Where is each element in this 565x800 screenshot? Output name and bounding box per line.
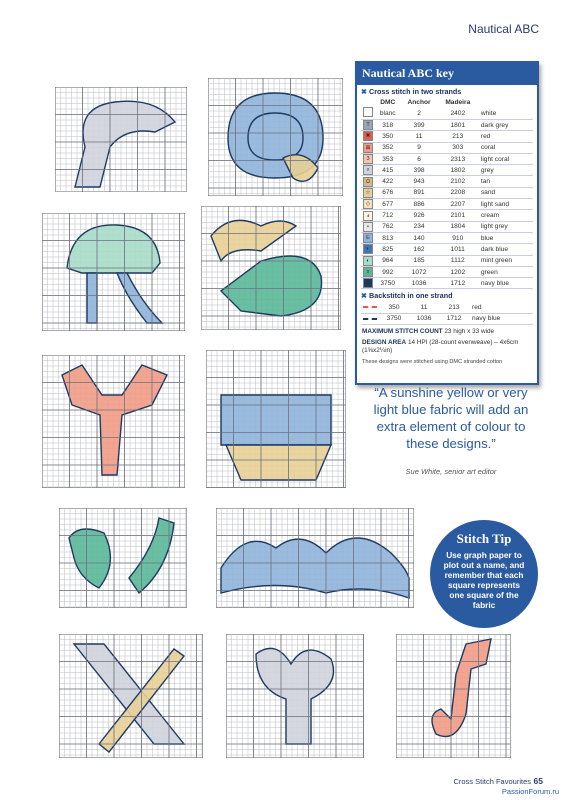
thread-symbol: ■ (363, 278, 373, 288)
watermark: PassionForum.ru (501, 787, 559, 796)
dmc-value: 3750 (379, 313, 409, 324)
colour-name: blue (478, 232, 533, 243)
anchor-value: 943 (400, 176, 437, 187)
chart-ship-u (206, 350, 346, 488)
page-title: Nautical ABC (468, 22, 539, 36)
madeira-value: 1712 (438, 278, 478, 289)
colour-name: white (478, 107, 533, 120)
thread-symbol: 3 (363, 154, 373, 164)
colour-name: dark grey (478, 120, 533, 131)
madeira-value: 2207 (438, 199, 478, 210)
key-row (361, 131, 533, 142)
thread-symbol: ⌕ (363, 165, 373, 175)
dmc-value: 3750 (375, 278, 400, 289)
dmc-value: 415 (375, 165, 400, 176)
dmc-value: 762 (375, 221, 400, 232)
col-anchor: Anchor (407, 99, 431, 106)
thread-symbol: ✖ (363, 131, 373, 141)
anchor-value: 140 (400, 232, 437, 243)
key-row (361, 165, 533, 176)
backstitch-heading: ✖ Backstitch in one strand (361, 291, 453, 301)
thread-symbol: ⅎ (363, 211, 373, 221)
tip-body: Use graph paper to plot out a name, and remember that each square represents one square of the fabric (443, 550, 525, 610)
madeira-value: 2402 (438, 107, 478, 120)
key-note: These designs were stitched using DMC stranded cotton (362, 359, 503, 366)
madeira-value: 1011 (438, 244, 478, 255)
anchor-value: 234 (400, 221, 437, 232)
dmc-value: 677 (375, 199, 400, 210)
chart-seahorse-z (396, 634, 511, 758)
col-dmc: DMC (380, 99, 396, 106)
madeira-value: 303 (438, 142, 478, 153)
dmc-value: 318 (375, 120, 400, 131)
thread-symbol: ⊠ (363, 143, 373, 153)
chart-lobster-t (42, 355, 185, 488)
dmc-value: 964 (375, 255, 400, 266)
anchor-value: 1072 (400, 266, 437, 277)
thread-symbol: ◐ (363, 244, 373, 254)
cross-icon: ✖ (361, 291, 368, 301)
key-row (361, 244, 533, 255)
dmc-value: 676 (375, 187, 400, 198)
thread-symbol: E (363, 233, 373, 243)
backstitch-table (361, 302, 533, 325)
page-number: 65 (533, 776, 543, 786)
madeira-value: 213 (438, 131, 478, 142)
madeira-value: 2208 (438, 187, 478, 198)
colour-name: dark blue (478, 244, 533, 255)
colour-name: light grey (478, 221, 533, 232)
key-row (361, 266, 533, 277)
quote-credit: Sue White, senior art editor (405, 467, 497, 476)
anchor-value: 398 (400, 165, 437, 176)
key-row (361, 232, 533, 243)
madeira-value: 213 (439, 302, 469, 313)
thread-symbol: Ω (363, 177, 373, 187)
dmc-value: 813 (375, 232, 400, 243)
madeira-value: 910 (438, 232, 478, 243)
madeira-value: 1802 (438, 165, 478, 176)
tip-title: Stitch Tip (456, 531, 512, 546)
thread-symbol: ◇ (363, 199, 373, 209)
thread-symbol: ◐ (363, 256, 373, 266)
backstitch-line (363, 306, 377, 308)
anchor-value: 399 (400, 120, 437, 131)
anchor-value: 6 (400, 153, 437, 164)
dmc-value: 350 (375, 131, 400, 142)
colour-name: cream (478, 210, 533, 221)
key-row (361, 142, 533, 153)
chart-dolphin-p (55, 87, 187, 192)
backstitch-row (361, 313, 533, 324)
madeira-value: 2313 (438, 153, 478, 164)
dmc-value: 992 (375, 266, 400, 277)
key-row (361, 199, 533, 210)
colour-name: red (469, 302, 533, 313)
colour-name: green (478, 266, 533, 277)
dmc-value: 422 (375, 176, 400, 187)
colour-name: red (478, 131, 533, 142)
pull-quote: “A sunshine yellow or very light blue fabric will add an extra element of colour to these designs.” (373, 385, 529, 451)
colour-name: light coral (478, 153, 533, 164)
chart-jellyfish-r (42, 213, 185, 331)
anchor-value: 1036 (409, 313, 439, 324)
dmc-value: 825 (375, 244, 400, 255)
colour-name: tan (478, 176, 533, 187)
madeira-value: 1112 (438, 255, 478, 266)
colour-name: navy blue (478, 278, 533, 289)
colour-name: mint green (478, 255, 533, 266)
madeira-value: 2101 (438, 210, 478, 221)
key-row (361, 255, 533, 266)
cross-stitch-heading: ✖ Cross stitch in two strands (361, 87, 462, 96)
colour-name: navy blue (469, 313, 533, 324)
anchor-value: 185 (400, 255, 437, 266)
anchor-value: 9 (400, 142, 437, 153)
key-row (361, 107, 533, 120)
chart-mermaid-s (201, 206, 341, 330)
key-row (361, 176, 533, 187)
anchor-value: 11 (400, 131, 437, 142)
key-row (361, 210, 533, 221)
madeira-value: 1801 (438, 120, 478, 131)
design-area: DESIGN AREA 14 HPI (28-count evenweave) – 4x6cm (1⅝x2¼in) (362, 339, 519, 355)
key-header-row (361, 98, 533, 107)
key-title: Nautical ABC key (357, 63, 537, 85)
col-madeira: Madeira (445, 99, 471, 106)
chart-ring-q (208, 78, 343, 196)
thread-symbol: s (363, 267, 373, 277)
key-row (361, 278, 533, 289)
dmc-value: 350 (379, 302, 409, 313)
dmc-value: 352 (375, 142, 400, 153)
madeira-value: 1712 (439, 313, 469, 324)
colour-name: light sand (478, 199, 533, 210)
anchor-value: 162 (400, 244, 437, 255)
chart-oar-x (59, 634, 203, 758)
anchor-value: 11 (409, 302, 439, 313)
colour-name: coral (478, 142, 533, 153)
footer-magazine: Cross Stitch Favourites (453, 777, 531, 786)
chart-waves-w (216, 508, 414, 608)
madeira-value: 1202 (438, 266, 478, 277)
stitch-count: MAXIMUM STITCH COUNT 23 high x 33 wide (362, 328, 495, 336)
cross-icon: ✖ (361, 87, 368, 96)
dmc-value: blanc (375, 107, 400, 120)
key-row (361, 187, 533, 198)
thread-symbol: T (363, 120, 373, 130)
madeira-value: 2102 (438, 176, 478, 187)
key-row (361, 120, 533, 131)
anchor-value: 926 (400, 210, 437, 221)
chart-anchor-y (226, 634, 364, 758)
thread-symbol (363, 107, 373, 117)
stitch-tip-badge (430, 520, 538, 628)
chart-whale-v (59, 508, 187, 608)
anchor-value: 1036 (400, 278, 437, 289)
key-table (361, 98, 533, 289)
madeira-value: 1804 (438, 221, 478, 232)
anchor-value: 891 (400, 187, 437, 198)
backstitch-line (363, 318, 377, 320)
anchor-value: 2 (400, 107, 437, 120)
colour-name: grey (478, 165, 533, 176)
colour-key-panel (355, 61, 539, 385)
thread-symbol: ☆ (363, 188, 373, 198)
key-row (361, 221, 533, 232)
thread-symbol: • (363, 222, 373, 232)
backstitch-row (361, 302, 533, 313)
colour-name: sand (478, 187, 533, 198)
anchor-value: 886 (400, 199, 437, 210)
key-row (361, 153, 533, 164)
dmc-value: 353 (375, 153, 400, 164)
dmc-value: 712 (375, 210, 400, 221)
